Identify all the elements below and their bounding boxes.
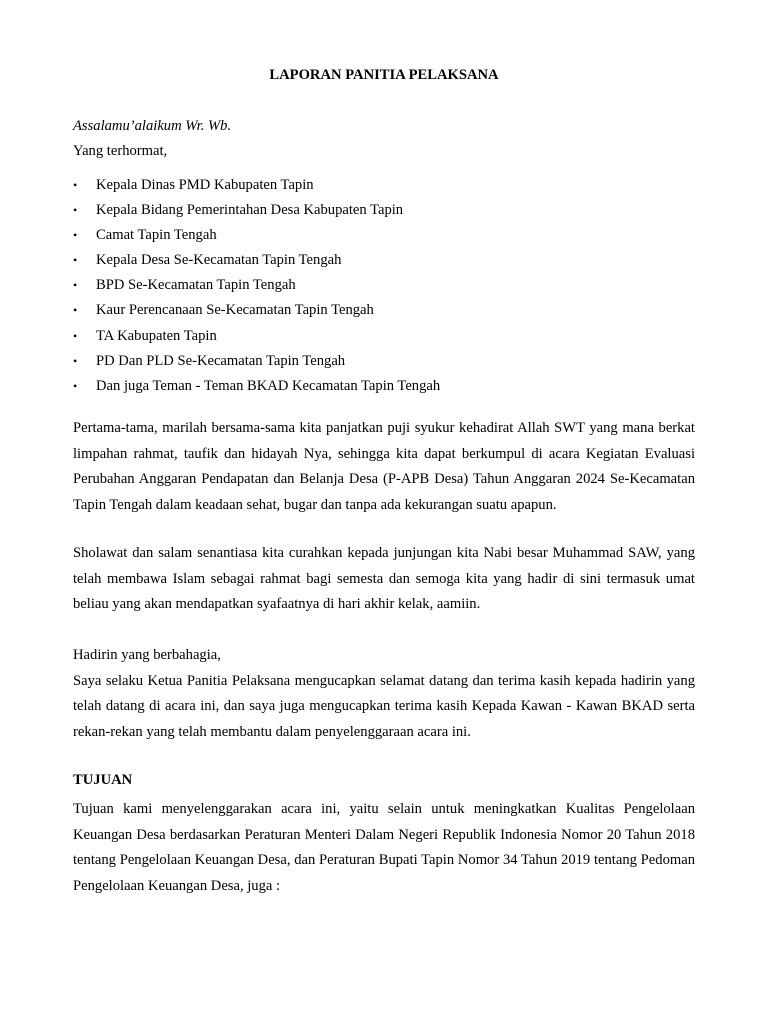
bullet-icon: • [73, 353, 78, 368]
welcome-paragraph: Saya selaku Ketua Panitia Pelaksana mengucapkan selamat datang dan terima kasih kepada hadirin yang telah datang di acara ini, dan saya juga mengucapkan terima kasih Kepada Kawan - Kawan BKAD serta rekan-rekan yang telah membantu dalam penyelenggaraan acara ini. [73, 672, 695, 740]
list-item [73, 301, 440, 326]
list-item [73, 377, 440, 402]
greeting-text: Assalamu’alaikum Wr. Wb. [73, 118, 232, 134]
recipient-label: BPD Se-Kecamatan Tapin Tengah [96, 277, 296, 294]
bullet-icon: • [73, 278, 78, 293]
list-item [73, 226, 440, 251]
bullet-icon: • [73, 303, 78, 318]
list-item [73, 276, 440, 301]
section-heading-tujuan: TUJUAN [73, 772, 133, 788]
recipient-label: TA Kabupaten Tapin [96, 327, 217, 344]
bullet-icon: • [73, 178, 78, 192]
document-title: LAPORAN PANITIA PELAKSANA [269, 67, 499, 83]
recipient-label: Kepala Desa Se-Kecamatan Tapin Tengah [96, 252, 342, 269]
recipient-label: Kaur Perencanaan Se-Kecamatan Tapin Tengah [96, 302, 374, 319]
bullet-icon: • [73, 228, 78, 243]
recipient-label: Kepala Dinas PMD Kabupaten Tapin [96, 177, 314, 193]
bullet-icon: • [73, 253, 78, 268]
welcome-section [73, 643, 695, 745]
recipient-label: Kepala Bidang Pemerintahan Desa Kabupaten Tapin [96, 202, 404, 219]
list-item [73, 176, 440, 201]
bullet-icon: • [73, 328, 78, 343]
sholawat-paragraph: Sholawat dan salam senantiasa kita curahkan kepada junjungan kita Nabi besar Muhammad SAW, yang telah membawa Islam sebagai rahmat bagi semesta dan semoga kita yang hadir di sini termasuk umat beliau yang akan mendapatkan syafaatnya di hari akhir kelak, aamiin. [73, 545, 695, 613]
recipient-list [73, 176, 440, 402]
list-item [73, 352, 440, 377]
audience-greeting: Hadirin yang berbahagia, [73, 647, 221, 663]
recipient-label: Dan juga Teman - Teman BKAD Kecamatan Tapin Tengah [96, 377, 441, 394]
recipient-label: PD Dan PLD Se-Kecamatan Tapin Tengah [96, 352, 346, 369]
opening-paragraph: Pertama-tama, marilah bersama-sama kita panjatkan puji syukur kehadirat Allah SWT yang mana berkat limpahan rahmat, taufik dan hidayah Nya, sehingga kita dapat berkumpul di acara Kegiatan Evaluasi Perubahan Anggaran Pendapatan dan Belanja Desa (P-APB Desa) Tahun Anggaran 2024 Se-Kecamatan Tapin Tengah dalam keadaan sehat, bugar dan tanpa ada kekurangan suatu apapun. [73, 420, 695, 513]
recipient-label: Camat Tapin Tengah [96, 227, 217, 244]
list-item [73, 251, 440, 276]
list-item [73, 327, 440, 352]
salutation-text: Yang terhormat, [73, 143, 168, 159]
bullet-icon: • [73, 203, 78, 218]
document-page [73, 0, 695, 1024]
purpose-paragraph: Tujuan kami menyelenggarakan acara ini, yaitu selain untuk meningkatkan Kualitas Pengelolaan Keuangan Desa berdasarkan Peraturan Menteri Dalam Negeri Republik Indonesia Nomor 20 Tahun 2018 tentang Pengelolaan Keuangan Desa, dan Peraturan Bupati Tapin Nomor 34 Tahun 2019 tentang Pedoman Pengelolaan Keuangan Desa, juga : [73, 801, 695, 894]
list-item [73, 201, 440, 226]
bullet-icon: • [73, 378, 78, 393]
